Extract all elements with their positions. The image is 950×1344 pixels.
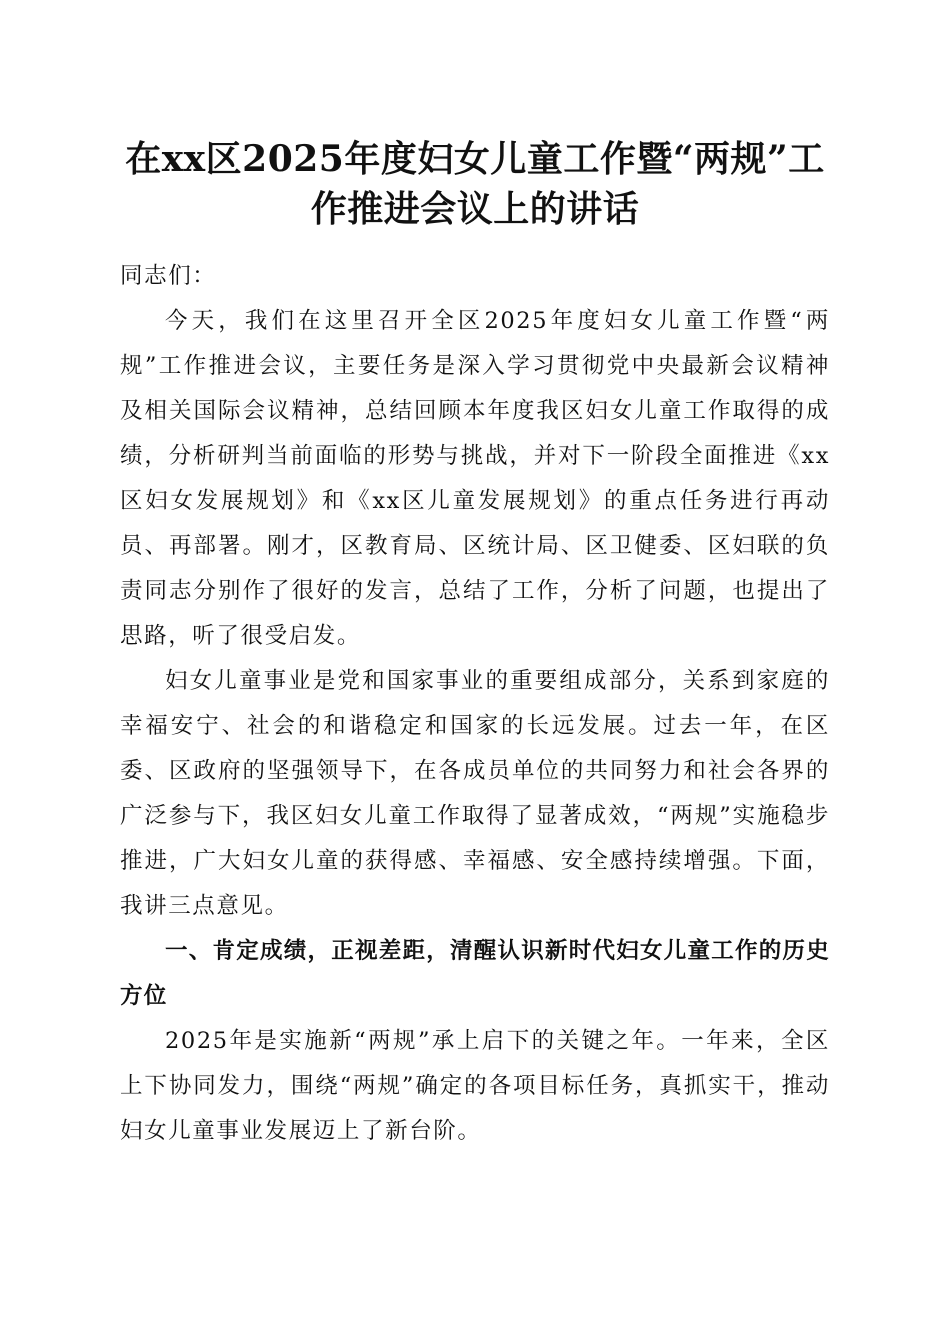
title-line-1: 在xx区2025年度妇女儿童工作暨“两规”工 [125,138,825,180]
salutation: 同志们： [120,263,217,289]
section-heading-1: 一、肯定成绩，正视差距，清醒认识新时代妇女儿童工作的历史方位 [120,938,830,1009]
document-body [120,254,830,1154]
document-title [110,134,840,234]
paragraph-2: 妇女儿童事业是党和国家事业的重要组成部分，关系到家庭的幸福安宁、社会的和谐稳定和国家的长远发展。过去一年，在区委、区政府的坚强领导下，在各成员单位的共同努力和社会各界的广泛参与下，我区妇女儿童工作取得了显著成效，“两规”实施稳步推进，广大妇女儿童的获得感、幸福感、安全感持续增强。下面，我讲三点意见。 [120,668,830,919]
section-1-paragraph: 2025年是实施新“两规”承上启下的关键之年。一年来，全区上下协同发力，围绕“两规”确定的各项目标任务，真抓实干，推动妇女儿童事业发展迈上了新台阶。 [120,1028,830,1144]
paragraph-1: 今天，我们在这里召开全区2025年度妇女儿童工作暨“两规”工作推进会议，主要任务是深入学习贯彻党中央最新会议精神及相关国际会议精神，总结回顾本年度我区妇女儿童工作取得的成绩，分析研判当前面临的形势与挑战，并对下一阶段全面推进《xx区妇女发展规划》和《xx区儿童发展规划》的重点任务进行再动员、再部署。刚才，区教育局、区统计局、区卫健委、区妇联的负责同志分别作了很好的发言，总结了工作，分析了问题，也提出了思路，听了很受启发。 [120,308,830,649]
title-line-2: 作推进会议上的讲话 [310,188,640,230]
